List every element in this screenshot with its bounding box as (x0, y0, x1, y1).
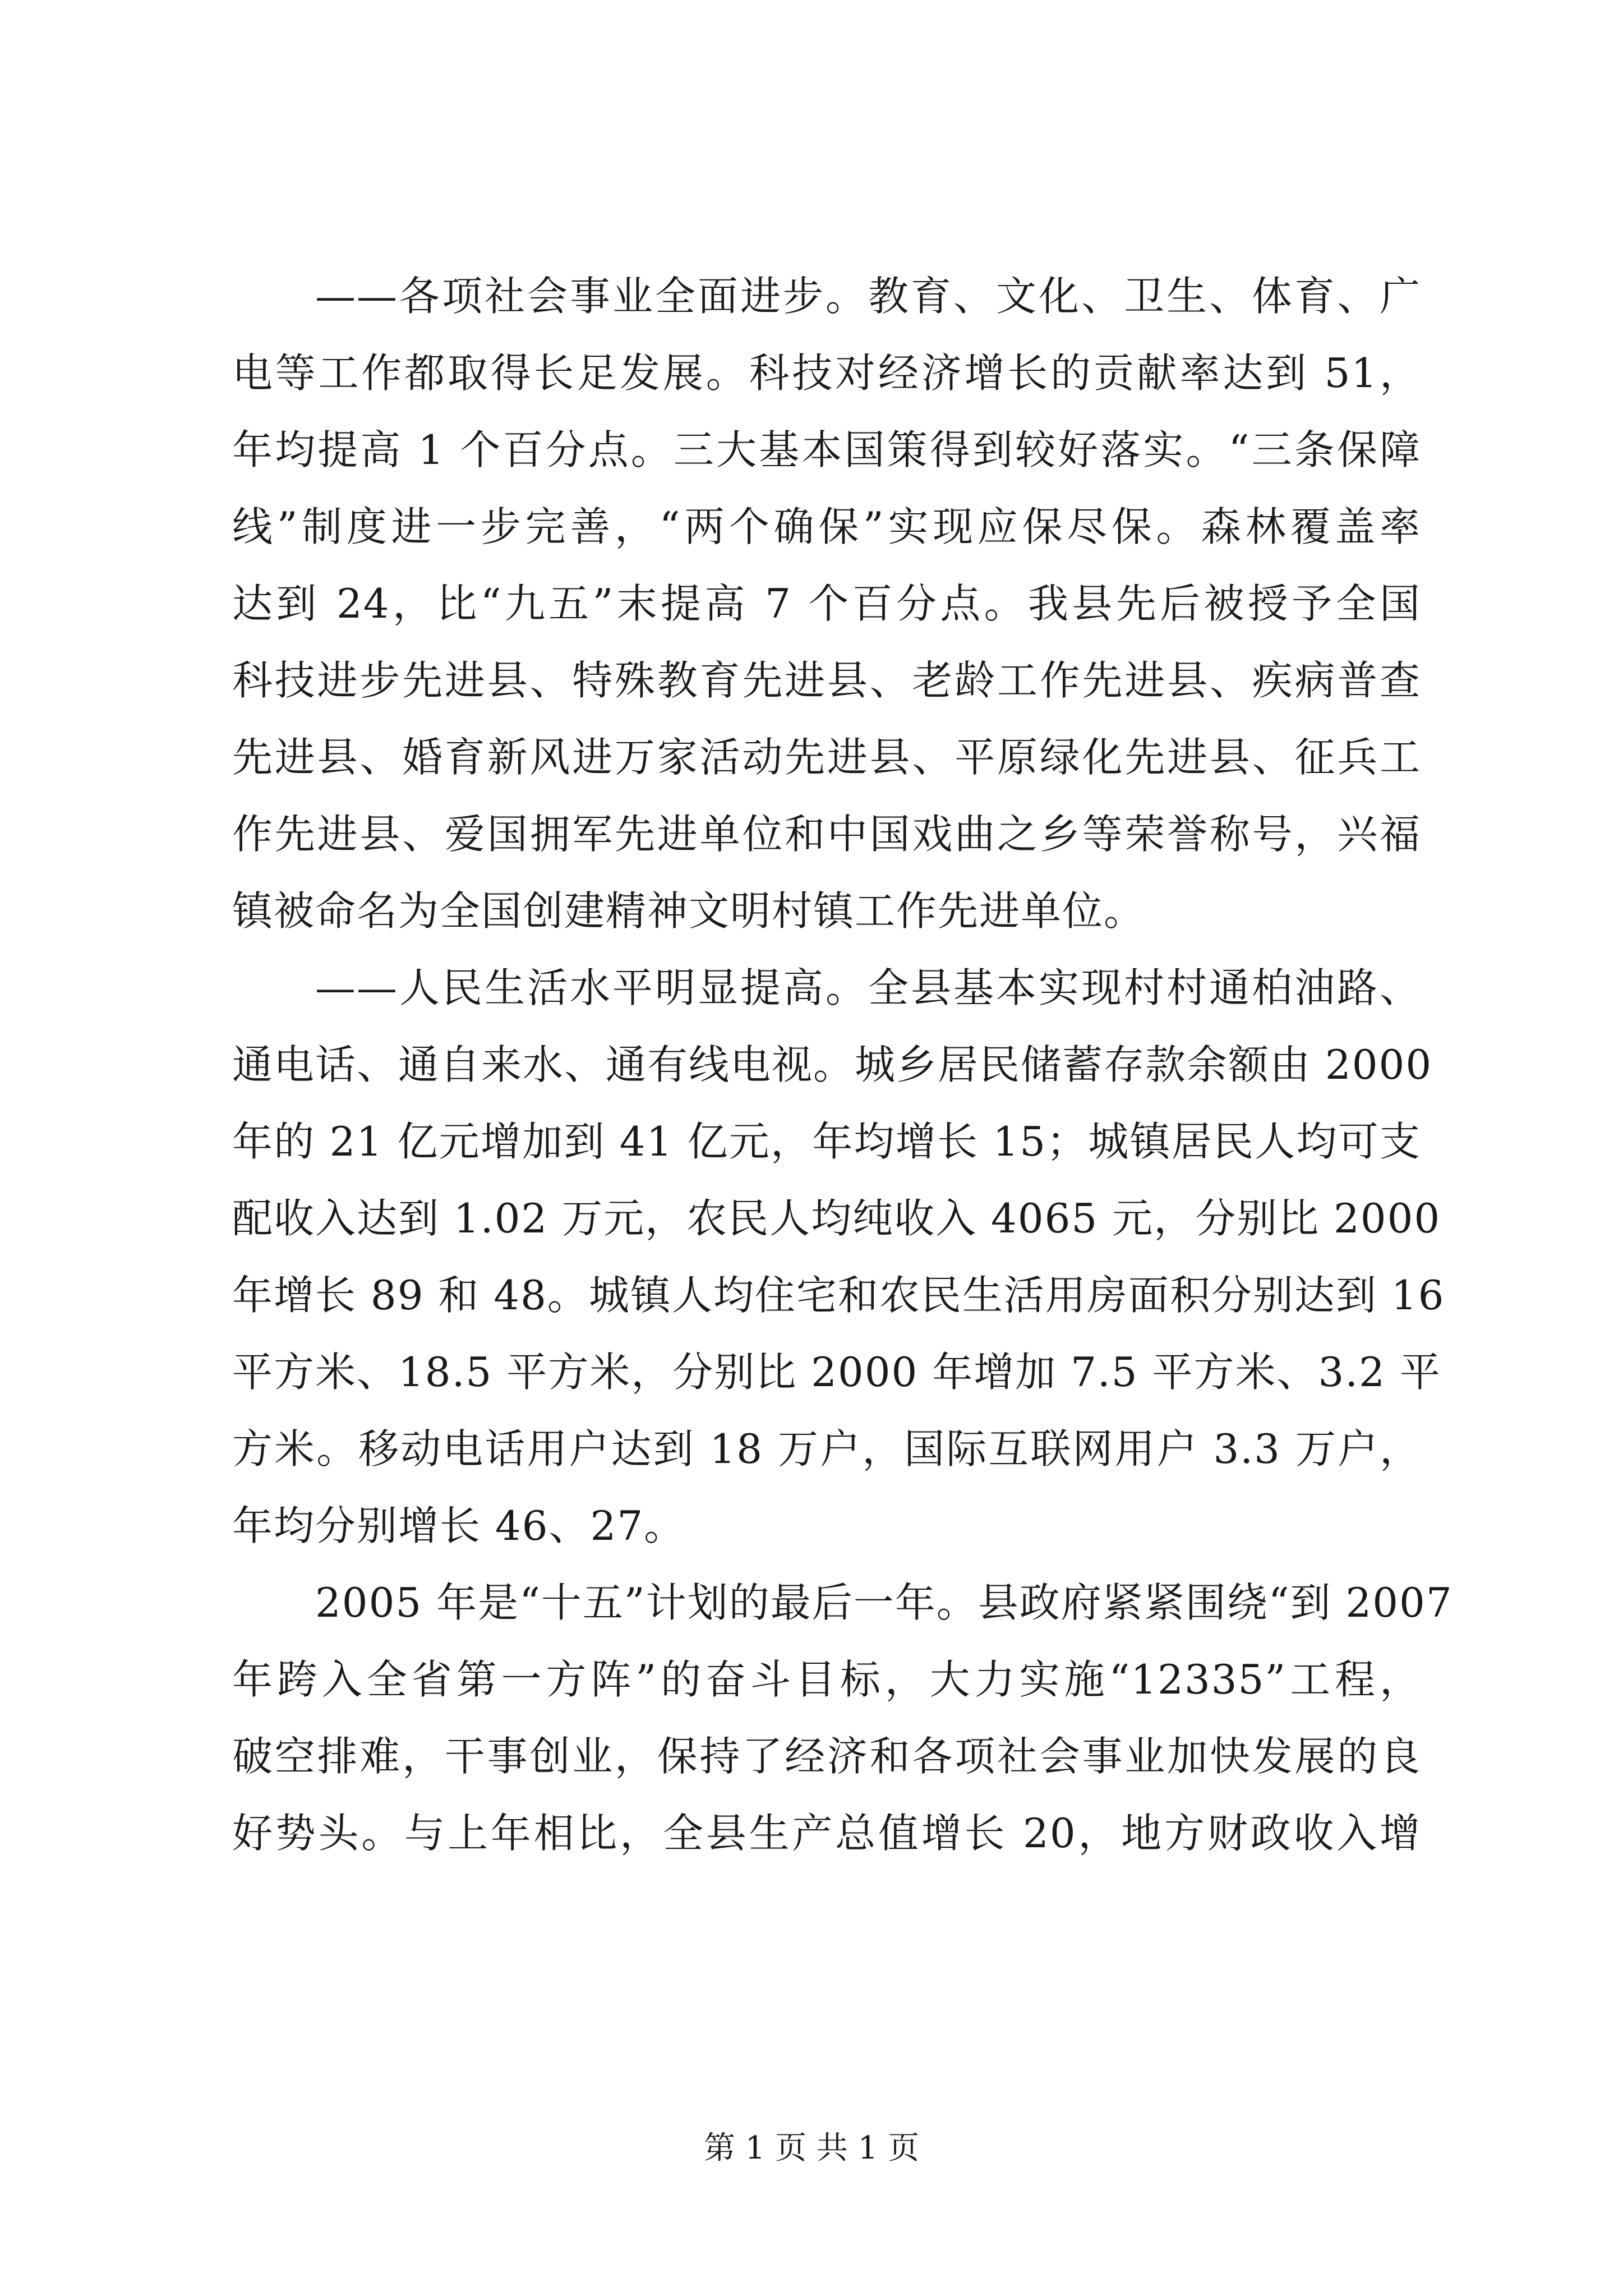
text-line: 年跨入全省第一方阵”的奋斗目标，大力实施“12335”工程， (232, 1656, 1421, 1703)
text-line: 科技进步先进县、特殊教育先进县、老龄工作先进县、疾病普查 (232, 657, 1421, 704)
page-footer: 第 1 页 共 1 页 (703, 2130, 920, 2166)
text-line: 配收入达到 1.02 万元，农民人均纯收入 4065 元，分别比 2000 (232, 1195, 1441, 1242)
text-line: 年均分别增长 46、27。 (232, 1502, 686, 1549)
text-line: 电等工作都取得长足发展。科技对经济增长的贡献率达到 51， (232, 349, 1421, 397)
text-line: 先进县、婚育新风进万家活动先进县、平原绿化先进县、征兵工 (232, 734, 1421, 781)
text-line: 通电话、通自来水、通有线电视。城乡居民储蓄存款余额由 2000 (232, 1041, 1433, 1088)
text-line: 年的 21 亿元增加到 41 亿元，年均增长 15；城镇居民人均可支 (232, 1118, 1421, 1165)
text-line: 线”制度进一步完善，“两个确保”实现应保尽保。森林覆盖率 (232, 503, 1421, 550)
text-line: 达到 24，比“九五”末提高 7 个百分点。我县先后被授予全国 (232, 580, 1421, 627)
text-line: 年增长 89 和 48。城镇人均住宅和农民生活用房面积分别达到 16 (232, 1272, 1445, 1319)
text-line: 2005 年是“十五”计划的最后一年。县政府紧紧围绕“到 2007 (315, 1579, 1453, 1626)
text-line: 年均提高 1 个百分点。三大基本国策得到较好落实。“三条保障 (232, 426, 1421, 473)
text-line: ——各项社会事业全面进步。教育、文化、卫生、体育、广 (315, 273, 1421, 320)
text-line: 平方米、18.5 平方米，分别比 2000 年增加 7.5 平方米、3.2 平 (232, 1349, 1441, 1396)
text-line: 方米。移动电话用户达到 18 万户，国际互联网用户 3.3 万户， (232, 1425, 1421, 1473)
text-line: 好势头。与上年相比，全县生产总值增长 20，地方财政收入增 (232, 1810, 1421, 1857)
text-line: ——人民生活水平明显提高。全县基本实现村村通柏油路、 (315, 964, 1421, 1011)
body-text (232, 258, 1453, 1872)
text-line: 镇被命名为全国创建精神文明村镇工作先进单位。 (232, 887, 1146, 935)
text-line: 破空排难，干事创业，保持了经济和各项社会事业加快发展的良 (232, 1733, 1421, 1780)
text-line: 作先进县、爱国拥军先进单位和中国戏曲之乡等荣誉称号，兴福 (232, 811, 1421, 858)
